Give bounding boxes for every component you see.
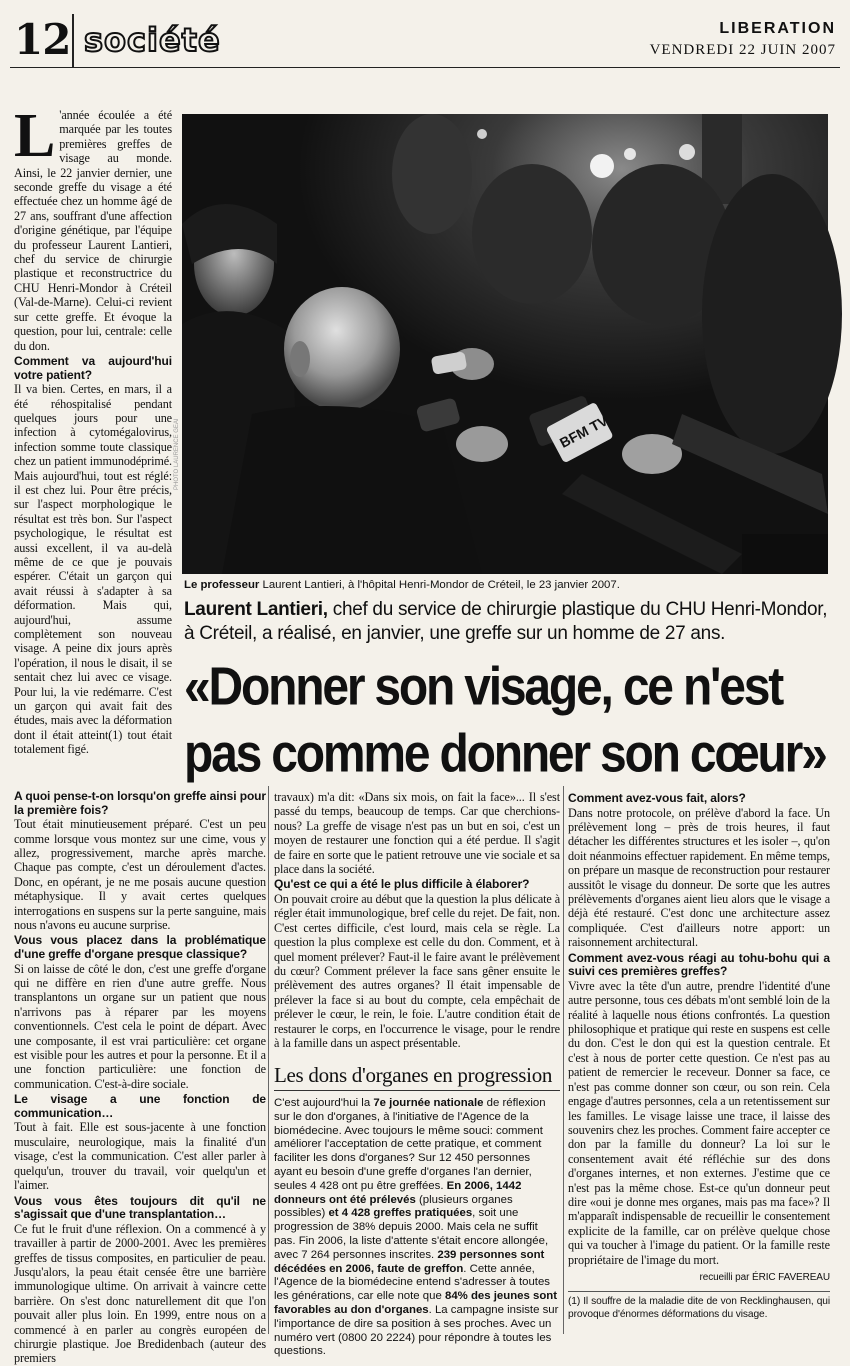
question: Comment avez-vous fait, alors? xyxy=(568,791,746,805)
answer: Tout à fait. Elle est sous-jacente à une fonction musculaire, neurologique, mais la finalité d'un visage, c'est la communication. C'est aller parler à quelqu'un, trouver du travail, voir quelqu'un et l'aimer. xyxy=(14,1120,266,1193)
intro-text: 'année écoulée a été marquée par les toutes premières greffes de visage au monde. Ainsi, le 22 janvier dernier, une seconde greffe du visage a été effectuée chez un homme âgé de 27 ans, souffrant d'une affection d'origine génétique, par l'équipe du professeur Laurent Lantieri, chef du service de chirurgie plastique et reconstructrice du CHU Henri-Mondor à Créteil (Val-de-Marne). Celui-ci revient sur cette greffe. Et évoque la question, pour lui, centrale: celle du don. xyxy=(14,108,172,353)
column-rule xyxy=(563,786,564,1334)
answer: Vivre avec la tête d'un autre, prendre l'identité d'une autre personne, tous ces débats m'ont semblé loin de la réalité à laquelle nous étions confrontés. La question philosophique et pratique qui reste en suspens est celle du don. C'est le don qui est la question centrale. Et c'est à nous de porter cette question. Ce n'est pas au patient de remercier le receveur. Donner sa face, ce n'est pas comme donner son cœur, ou son rein. Cela engage d'autres personnes, cela a un retentissement sur les familles. Le visage laisse une trace, il laisse des souvenirs chez les proches. Comment faire accepter ce don par la famille du donneur? La loi sur le consentement avait été réfléchie sur des dons d'organes internes, et non externes. J'estime que ce n'est pas la même chose. Est-ce qu'un donneur peut dire «oui je donne mes organes, mais pas ma face»? Il m'apparaît indispensable de recueillir le consentement explicite de la famille, car on prélève quelque chose qui va toucher à l'image du patient. Or la famille reste propriétaire de l'image du mort. xyxy=(568,978,831,1267)
caption-text: Laurent Lantieri, à l'hôpital Henri-Mondor de Créteil, le 23 janvier 2007. xyxy=(259,579,620,591)
box-title: Les dons d'organes en progression xyxy=(274,1062,560,1091)
header-divider xyxy=(72,14,74,68)
mic-logo-text: BFM TV xyxy=(556,412,611,451)
newspaper-name: LIBERATION xyxy=(719,20,836,37)
drop-cap: L xyxy=(14,102,56,170)
photo-credit: PHOTO LAURENCE GEAI xyxy=(174,418,180,490)
answer: Dans notre protocole, on prélève d'abord la face. Un prélèvement long – près de trois heures, il faut détacher les différentes structures et les isoler –, qu'on doit néanmoins effectuer rapidement. En même temps, on prépare un masque de reconstruction pour restaurer aussitôt le visage du donneur. De sorte que les autres prélèvements d'organes aient lieu alors que le visage a déjà été restauré. C'est donc une architecture assez compliquée. C'est d'ailleurs notre apport: un raisonnement architectural. xyxy=(568,805,830,950)
organ-donation-box xyxy=(274,1062,560,1358)
standfirst-name: Laurent Lantieri, xyxy=(184,599,328,620)
box-text-part: de réflexion sur le don d'organes, à l'initiative de l'Agence de la biomédecine. Avec toujours le même souci: comment améliorer l'acceptation de cette pratique, et comment faciliter les dons d'organes? Sur 12 450 personnes ayant eu besoin d'une greffe d'organes l'an dernier, seules 4 428 ont pu être greffées. xyxy=(274,1097,546,1192)
standfirst-text: chef du service de chirurgie plastique du CHU Henri-Mondor, à Créteil, a réalisé, en janvier, une greffe sur un homme de 27 ans. xyxy=(184,599,828,644)
box-text-part: . Cette année, l'Agence de la biomédecine entend s'adresser à toutes les générations, car elle note que xyxy=(274,1262,551,1303)
box-text-part: C'est aujourd'hui la xyxy=(274,1097,374,1109)
footnote: (1) Il souffre de la maladie dite de von Recklinghausen, qui provoque d'énormes déformations du visage. xyxy=(568,1291,830,1321)
article-column-1 xyxy=(14,789,266,1366)
box-highlight: 84% des jeunes sont favorables au don d'organes xyxy=(274,1290,558,1316)
answer: Tout était minutieusement préparé. C'est un peu comme lorsque vous montez sur une cime, vous y allez, progressivement, marche après marche. Chaque pas compte, c'est un déroulement d'actes. Donc, en opérant, je ne me posais aucune question métaphysique. Il y avait certes quelques interrogations en suspens sur la perte sanguine, mais nous n'avons eu aucune surprise. xyxy=(14,817,266,933)
intro-column xyxy=(14,102,172,788)
box-text-part: (plusieurs organes possibles) xyxy=(274,1193,513,1220)
box-text xyxy=(274,1097,560,1359)
photo-caption xyxy=(184,578,828,592)
question: Vous vous êtes toujours dit qu'il ne s'agissait que d'une transplantation… xyxy=(14,1193,266,1222)
article-column-2 xyxy=(274,790,560,1062)
section-title: société xyxy=(84,21,221,59)
standfirst xyxy=(184,598,828,646)
intro-paragraph xyxy=(14,102,172,353)
question: Comment avez-vous réagi au tohu-bohu qui a suivi ces premières greffes? xyxy=(568,950,830,979)
question: A quoi pense-t-on lorsqu'on greffe ainsi pour la première fois? xyxy=(14,789,266,817)
article-photo xyxy=(182,114,828,574)
answer: On pouvait croire au début que la question la plus délicate à régler était immunologique, bref celle du rejet. De fait, non. C'est certes difficile, c'est lourd, mais cela se règle. La question la plus complexe est celle du don. Comment, et à quel moment prélever? Faut-il le faire avant le prélèvement du cœur? Comment prélever la face sans gêner ensuite le prélèvement des autres organes? Il était impensable de prélever la face si au bout du compte, cela empêchait de prélever le cœur, le rein, le foie. L'autre condition était de restaurer le corps, en l'occurrence le visage, pour le rendre à la famille dans un aspect présentable. xyxy=(274,892,560,1051)
question: Comment va aujourd'hui votre patient? xyxy=(14,353,172,382)
question: Le visage a une fonction de communication… xyxy=(14,1092,266,1120)
answer: Il va bien. Certes, en mars, il a été réhospitalisé pendant quelques jours pour une infection à cytomégalovirus, infection somme toute classique chez un patient immunodéprimé. Mais aujourd'hui, tout est réglé: il est chez lui. Pour être précis, sur l'aspect morphologique le résultat est très bon. Sur l'aspect psychologique, le résultat est aussi excellent, il va au-delà même de ce que je pouvais espérer. C'était un garçon qui avait réussi à s'adapter à sa déformation. Mais qui, aujourd'hui, assume complètement son nouveau visage. A peine dix jours après l'opération, il nous le disait, il se sentait chez lui avec ce visage. Pour lui, la vie redémarre. C'est un garçon qui avait fait des études, mais avec la déformation dont il était atteint(1) tout était totalement figé. xyxy=(14,382,172,757)
author-signature: recueilli par ÉRIC FAVEREAU xyxy=(699,1271,830,1283)
page-header xyxy=(10,14,840,68)
box-text-part: . La campagne insiste sur l'importance de dire sa position à ses proches. Avec un numéro vert (0800 20 2224) pour répondre à toutes les questions. xyxy=(274,1303,559,1358)
box-highlight: 239 personnes sont décédées en 2006, faute de greffon xyxy=(274,1248,545,1275)
box-highlight: et 4 428 greffes pratiquées xyxy=(328,1207,473,1220)
box-highlight: 7e journée nationale xyxy=(373,1097,484,1109)
question: Vous vous placez dans la problématique d'une greffe d'organe presque classique? xyxy=(14,933,266,962)
answer: Si on laisse de côté le don, c'est une greffe d'organe qui ne diffère en rien d'une autre greffe. Nous transplantons un organe sur un patient que nous n'arrivons pas à réparer par les moyens conventionnels. C'est cela le point de départ. Avec une composante, il est vrai particulière: cet organe est visible pour les autres et pour la personne. Et il a une fonction particulière: une fonction de communication. C'est-à-dire sociale. xyxy=(14,961,266,1091)
column-rule xyxy=(268,786,269,1334)
press-scrum-image xyxy=(182,114,828,574)
headline: «Donner son visage, ce n'est pas comme donner son cœur» xyxy=(184,657,826,784)
caption-lead: Le professeur xyxy=(184,579,260,591)
answer: travaux) m'a dit: «Dans six mois, on fait la face»... Il s'est passé du temps, beaucoup de temps. Car que cherchions-nous? La greffe de visage n'est pas un but en soi, c'est un moyen de restaurer une fonction qui a été perdue. Il s'agit de faire en sorte que le patient retrouve une vie sociale et sa place dans la société. xyxy=(274,790,560,877)
page-number: 12 xyxy=(14,15,71,64)
box-highlight: En 2006, 1442 donneurs ont été prélevés xyxy=(274,1179,522,1206)
answer: Ce fut le fruit d'une réflexion. On a commencé à y travailler à partir de 2000-2001. Avec les premières greffes de tissus composites, en particulier de peau. Jusqu'alors, la peau était censée être une barrière immunologique ultime. On arrivait à vaincre cette barrière. On s'est donc naturellement dit que l'on pouvait aller plus loin. En 1999, entre nous on a commencé à en parler au congrès européen de chirurgie plastique. Joe Bredidenbach (auteur des premiers xyxy=(14,1221,266,1366)
question: Qu'est ce qui a été le plus difficile à élaborer? xyxy=(274,877,530,892)
issue-date: VENDREDI 22 JUIN 2007 xyxy=(649,42,836,58)
box-text-part: , soit une progression de 38% depuis 2000. Mais cela ne suffit pas. Fin 2006, la liste d'attente s'était encore allongée, avec 7 264 personnes inscrites. xyxy=(274,1207,549,1261)
article-column-3 xyxy=(568,790,830,1340)
